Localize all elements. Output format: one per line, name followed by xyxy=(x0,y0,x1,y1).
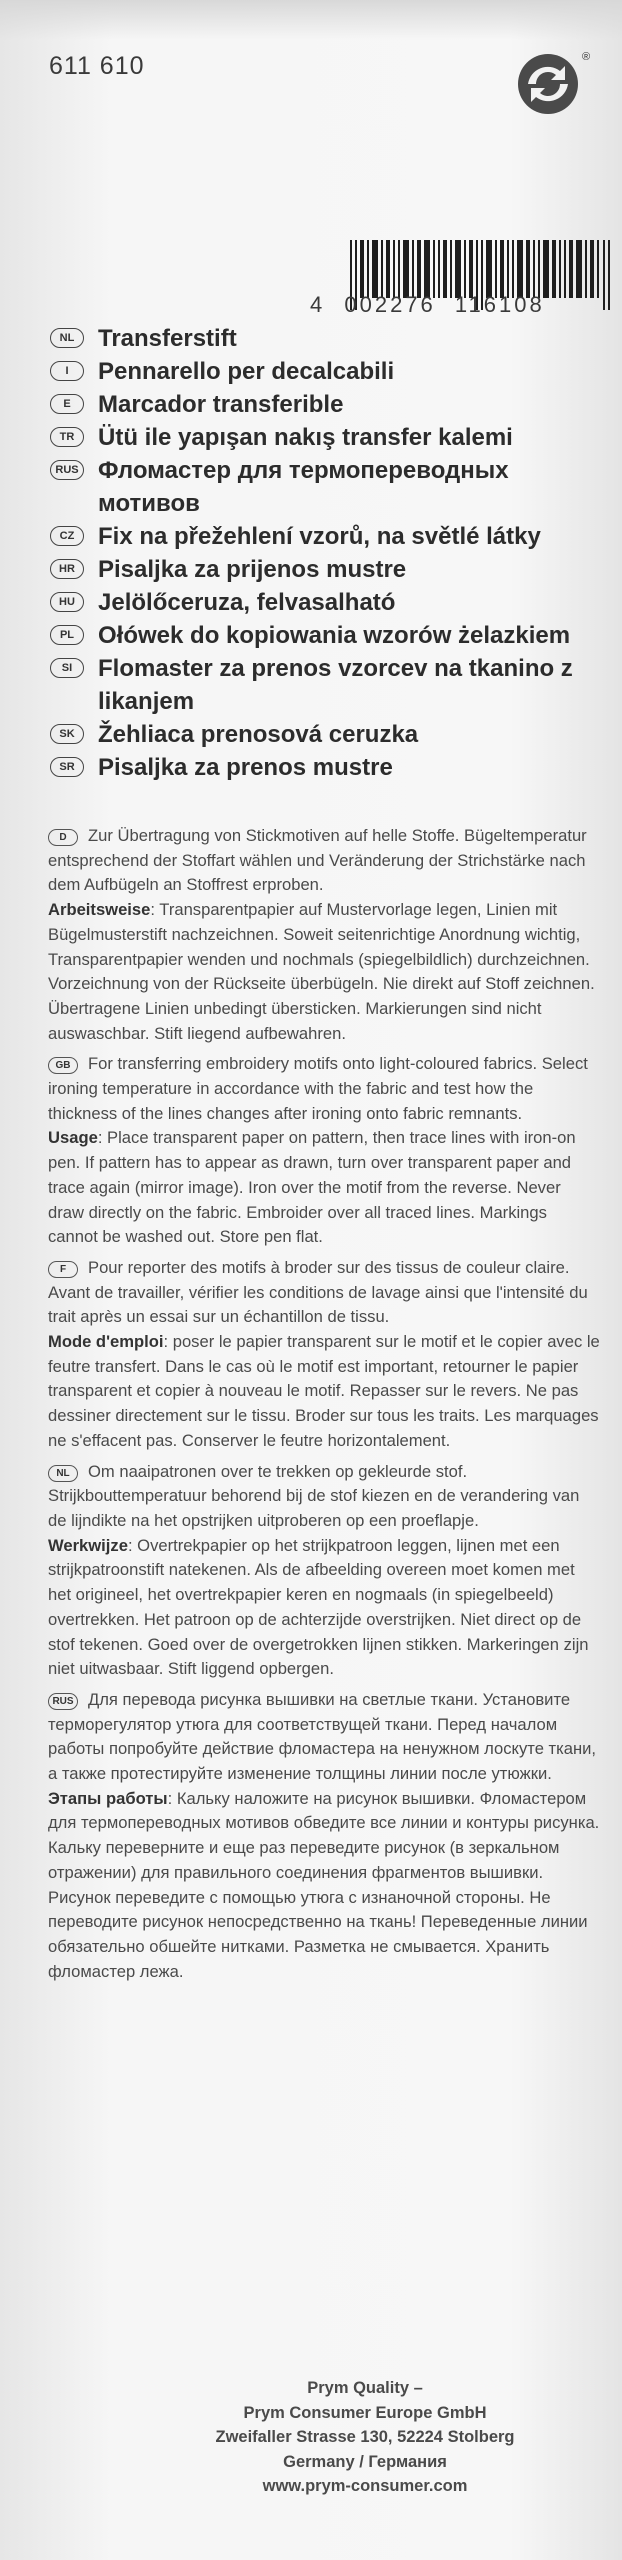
language-code: NL xyxy=(48,1465,78,1482)
barcode-first-digit: 4 xyxy=(310,292,326,317)
title-row xyxy=(50,718,610,751)
paragraph-body: : poser le papier transparent sur le motif et le copier avec le feutre transfert. Dans le cas où le motif est important, retourner le papier transparent et copier à nouveau le motif. Repasser sur le revers. Ne pas dessiner directement sur le tissu. Broder sur tous les traits. Les marquages ne s'effacent pas. Conserver le feutre horizontalement. xyxy=(48,1332,600,1450)
language-code: F xyxy=(48,1261,78,1278)
manufacturer-address xyxy=(140,2376,590,2499)
paragraph-intro: For transferring embroidery motifs onto light-coloured fabrics. Select ironing temperature in accordance with the fabric and test how the thickness of the lines changes after ironing onto fabric remnants. xyxy=(48,1054,588,1123)
paragraph-body: : Place transparent paper on pattern, then trace lines with iron-on pen. If pattern has to appear as drawn, turn over transparent paper and trace again (mirror image). Iron over the motif from the reverse. Never draw directly on the fabric. Embroider over all traced lines. Markings cannot be washed out. Store pen flat. xyxy=(48,1128,576,1247)
product-name: Ütü ile yapışan nakış transfer kalemi xyxy=(98,424,513,451)
title-row xyxy=(50,553,610,586)
title-row xyxy=(50,586,610,619)
barcode-group-left: 002276 xyxy=(344,292,436,317)
title-row xyxy=(50,652,610,718)
language-code: E xyxy=(50,394,84,414)
footer-line: Prym Consumer Europe GmbH xyxy=(243,2403,487,2422)
paragraph-intro: Pour reporter des motifs à broder sur des tissus de couleur claire. Avant de travailler, vérifier les conditions de lavage ainsi que l'intensité du trait après un essai sur un échantillon de tissu. xyxy=(48,1257,588,1327)
top-shadow xyxy=(0,0,622,40)
product-name: Transferstift xyxy=(98,325,237,352)
title-row xyxy=(50,421,610,454)
paragraph-body: : Transparentpapier auf Mustervorlage legen, Linien mit Bügelmusterstift nachzeichnen. Soweit seitenrichtige Anordnung wichtig, Transparentpapier wenden und nochmals (spiegelbildlich) durchzeichnen. Vorzeichnung von der Rückseite überbügeln. Nie direkt auf Stoff zeichnen. Übertragene Linien unbedingt übersticken. Markierungen sind nicht auswaschbar. Stift liegend aufbewahren. xyxy=(48,900,595,1043)
product-name: Pisaljka za prijenos mustre xyxy=(98,556,407,583)
language-code: TR xyxy=(50,427,84,447)
language-code: PL xyxy=(50,625,84,645)
article-number: 611 610 xyxy=(49,52,145,80)
paragraph-intro: Om naaipatronen over te trekken op gekleurde stof. Strijkbouttemperatuur behorend bij de stof kiezen en de verandering van de lijndikte na het opstrijken uitproberen op een proeflapje. xyxy=(48,1461,580,1530)
paragraph-body: : Кальку наложите на рисунок вышивки. Фломастером для термопереводных мотивов обведите все линии и контуры рисунка. Кальку переверните и еще раз переведите рисунок (в зеркальном отражении) для правильного соединения фрагментов вышивки. Рисунок переведите с помощью утюга с изнаночной стороны. Не переводите рисунок непосредственно на ткань! Переведенные линии обязательно обшейте нитками. Разметка не смывается. Хранить фломастер лежа. xyxy=(48,1788,600,1981)
paragraph-body: : Overtrekpapier op het strijkpatroon leggen, lijnen met een strijkpatroonstift natekenen. Als de afbeelding overeen moet komen met het origineel, het overtrekpapier keren en nogmaals (in spiegelbeeld) overtrekken. Het patroon op de achterzijde overstrijken. Niet direct op de stof tekenen. Goed over de overgetrokken lijnen stikken. Markeringen zijn niet uitwasbaar. Stift liggend opbergen. xyxy=(48,1535,589,1679)
instruction-paragraph-f xyxy=(48,1256,600,1454)
product-name: Pisaljka za prenos mustre xyxy=(98,754,393,781)
language-code: HR xyxy=(50,559,84,579)
language-code: SR xyxy=(50,757,84,777)
paragraph-intro: Для перевода рисунка вышивки на светлые ткани. Установите терморегулятор утюга для соответствущей ткани. Перед началом работы попробуйте действие фломастера на ненужном лоскуте ткани, а также протестируйте изменение толщины линии после утюжки. xyxy=(48,1689,597,1784)
product-name: Flomaster za prenos vzorcev na tkanino z likanjem xyxy=(98,655,573,715)
title-row xyxy=(50,619,610,652)
title-row xyxy=(50,751,610,784)
language-code: CZ xyxy=(50,526,84,546)
title-row xyxy=(50,520,610,553)
product-name: Fix na přežehlení vzorů, na světlé látky xyxy=(98,523,541,550)
language-code: SK xyxy=(50,724,84,744)
registered-mark: ® xyxy=(582,51,591,63)
instruction-paragraph-de xyxy=(48,824,600,1046)
instructions xyxy=(48,824,600,1990)
product-name-list xyxy=(50,322,610,784)
instruction-paragraph-gb xyxy=(48,1052,600,1250)
green-dot-recycling-icon xyxy=(514,46,594,131)
language-code: HU xyxy=(50,592,84,612)
language-code: I xyxy=(50,361,84,381)
product-name: Marcador transferible xyxy=(98,391,344,418)
product-name: Ołówek do kopiowania wzorów żelazkiem xyxy=(98,622,571,649)
footer-line: Prym Quality – xyxy=(307,2379,423,2397)
instruction-paragraph-nl xyxy=(48,1460,600,1682)
paragraph-label: Usage xyxy=(48,1128,98,1148)
barcode-group-right: 116108 xyxy=(454,292,545,317)
paragraph-label: Arbeitsweise xyxy=(48,900,151,920)
paragraph-label: Этапы работы xyxy=(48,1788,168,1808)
product-name: Jelölőceruza, felvasalható xyxy=(98,589,396,616)
footer-line: Zweifaller Strasse 130, 52224 Stolberg xyxy=(215,2428,515,2446)
product-name: Фломастер для термопереводных мотивов xyxy=(98,457,509,517)
title-row xyxy=(50,388,610,421)
footer-line: Germany / Германия xyxy=(283,2452,447,2471)
language-code: GB xyxy=(48,1057,78,1074)
language-code: D xyxy=(48,829,78,846)
title-row xyxy=(50,454,610,520)
language-code: NL xyxy=(50,328,84,348)
instruction-paragraph-rus xyxy=(48,1688,600,1984)
language-code: RUS xyxy=(50,460,84,480)
product-name: Pennarello per decalcabili xyxy=(98,358,395,385)
language-code: SI xyxy=(50,658,84,678)
paragraph-intro: Zur Übertragung von Stickmotiven auf helle Stoffe. Bügeltemperatur entsprechend der Stoffart wählen und Veränderung der Strichstärke nach dem Aufbügeln an Stoffrest erproben. xyxy=(48,826,587,895)
paragraph-label: Werkwijze xyxy=(48,1535,128,1555)
footer-website: www.prym-consumer.com xyxy=(262,2477,468,2495)
product-name: Žehliaca prenosová ceruzka xyxy=(98,721,419,748)
language-code: RUS xyxy=(48,1693,78,1710)
barcode-number xyxy=(310,292,612,318)
title-row xyxy=(50,355,610,388)
paragraph-label: Mode d'emploi xyxy=(48,1332,164,1352)
title-row xyxy=(50,322,610,355)
